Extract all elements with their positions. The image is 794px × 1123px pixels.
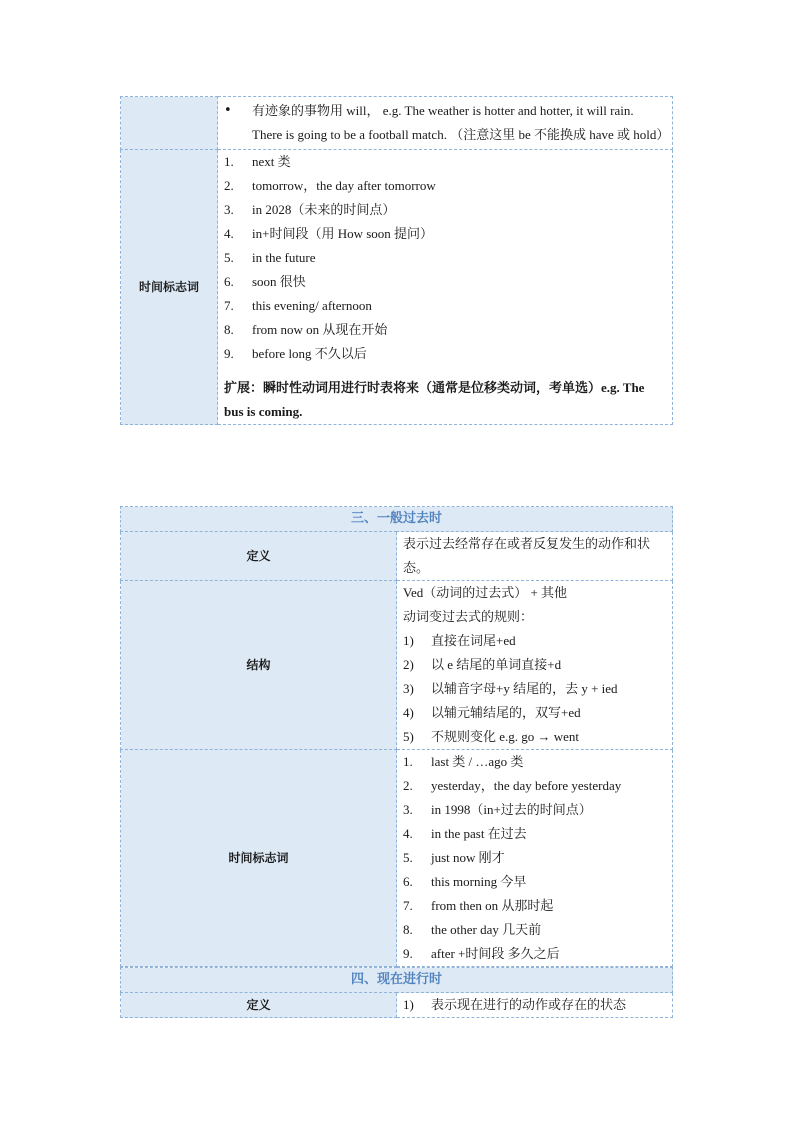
omen-will-text [252, 99, 670, 147]
item-number: 7. [224, 298, 234, 313]
item-text: just now 刚才 [431, 850, 505, 865]
item-text: after +时间段 多久之后 [431, 946, 560, 961]
present-continuous-table [120, 967, 673, 1018]
list-item [224, 246, 666, 270]
item-text: in the past 在过去 [431, 826, 527, 841]
item-text: from now on 从现在开始 [252, 322, 388, 337]
list-item [403, 846, 666, 870]
structure-rules-list [403, 629, 666, 749]
item-text: 表示现在进行的动作或存在的状态 [431, 997, 627, 1012]
item-text: 不规则变化 e.g. go → went [431, 729, 580, 744]
item-number: 9. [224, 346, 234, 361]
list-item [403, 629, 666, 653]
item-number: 2) [403, 657, 414, 672]
list-item [403, 894, 666, 918]
definition-row [121, 532, 673, 581]
item-number: 8. [403, 922, 413, 937]
definition-row [121, 993, 673, 1018]
section-heading: 四、现在进行时 [121, 968, 673, 993]
omen-will-line1: 有迹象的事物用 will， e.g. The weather is hotter and hotter, it will rain. [252, 103, 634, 118]
list-item [403, 822, 666, 846]
item-number: 1. [224, 154, 234, 169]
list-item [403, 942, 666, 966]
item-text: yesterday，the day before yesterday [431, 778, 622, 793]
item-text: next 类 [252, 154, 291, 169]
item-number: 9. [403, 946, 413, 961]
item-number: 1. [403, 754, 413, 769]
omen-will-row [121, 97, 673, 150]
list-item [224, 342, 666, 366]
list-item [224, 174, 666, 198]
time-words-label: 时间标志词 [121, 750, 397, 967]
item-number: 1) [403, 633, 414, 648]
item-number: 2. [224, 178, 234, 193]
structure-rules-intro: 动词变过去式的规则： [403, 609, 534, 624]
bullet-icon: • [224, 103, 232, 118]
item-number: 5. [403, 850, 413, 865]
section-heading: 三、一般过去时 [121, 507, 673, 532]
extension-note: 扩展：瞬时性动词用进行时表将来（通常是位移类动词，考单选）e.g. The bus is coming. [224, 380, 645, 419]
item-text: last 类 / …ago 类 [431, 754, 524, 769]
item-number: 5) [403, 729, 414, 744]
simple-past-heading-row [121, 507, 673, 532]
item-text: in 1998（in+过去的时间点） [431, 802, 592, 817]
item-number: 3. [403, 802, 413, 817]
item-number: 5. [224, 250, 234, 265]
definition-label: 定义 [121, 532, 397, 581]
definition-text: 表示过去经常存在或者反复发生的动作和状态。 [397, 532, 673, 581]
item-text: soon 很快 [252, 274, 306, 289]
list-item [224, 198, 666, 222]
item-text: 直接在词尾+ed [431, 633, 516, 648]
structure-row [121, 581, 673, 750]
item-number: 4. [403, 826, 413, 841]
future-time-words-list [224, 150, 666, 366]
past-time-words-row [121, 750, 673, 967]
present-continuous-heading-row [121, 968, 673, 993]
past-time-words-cell [397, 750, 673, 967]
future-time-words-row [121, 150, 673, 425]
future-time-words-cell [218, 150, 673, 425]
list-item [224, 318, 666, 342]
definition-label: 定义 [121, 993, 397, 1018]
structure-formula: Ved（动词的过去式） + 其他 [403, 585, 568, 600]
item-number: 3. [224, 202, 234, 217]
definition-cell [397, 993, 673, 1018]
omen-will-cell [218, 97, 673, 150]
list-item [403, 677, 666, 701]
structure-label: 结构 [121, 581, 397, 750]
item-text: in+时间段（用 How soon 提问） [252, 226, 434, 241]
list-item [403, 798, 666, 822]
item-number: 3) [403, 681, 414, 696]
future-tense-table-continued [120, 96, 673, 425]
omen-will-line2: There is going to be a football match. （注意这里 be 不能换成 have 或 hold） [252, 127, 670, 142]
list-item [403, 653, 666, 677]
item-text: the other day 几天前 [431, 922, 542, 937]
list-item [403, 918, 666, 942]
item-text: in 2028（未来的时间点） [252, 202, 396, 217]
simple-past-table [120, 506, 673, 967]
list-item [403, 750, 666, 774]
list-item [403, 701, 666, 725]
list-item [403, 993, 666, 1017]
item-text: 以 e 结尾的单词直接+d [431, 657, 562, 672]
item-text: 以辅音字母+y 结尾的，去 y + ied [431, 681, 618, 696]
list-item [224, 270, 666, 294]
item-text: from then on 从那时起 [431, 898, 554, 913]
list-item [403, 774, 666, 798]
item-number: 6. [403, 874, 413, 889]
list-item [403, 870, 666, 894]
item-number: 6. [224, 274, 234, 289]
item-text: tomorrow，the day after tomorrow [252, 178, 436, 193]
structure-cell [397, 581, 673, 750]
item-number: 4. [224, 226, 234, 241]
item-text: in the future [252, 250, 316, 265]
item-text: 以辅元辅结尾的，双写+ed [431, 705, 581, 720]
item-number: 4) [403, 705, 414, 720]
time-words-label: 时间标志词 [121, 150, 218, 425]
list-item [403, 725, 666, 749]
item-number: 1) [403, 997, 414, 1012]
list-item [224, 150, 666, 174]
item-number: 8. [224, 322, 234, 337]
list-item [224, 222, 666, 246]
row-label-empty [121, 97, 218, 150]
item-number: 2. [403, 778, 413, 793]
item-text: before long 不久以后 [252, 346, 367, 361]
list-item [224, 294, 666, 318]
item-number: 7. [403, 898, 413, 913]
bullet-item [224, 99, 670, 147]
item-text: this evening/ afternoon [252, 298, 372, 313]
item-text: this morning 今早 [431, 874, 527, 889]
past-time-words-list [403, 750, 666, 966]
